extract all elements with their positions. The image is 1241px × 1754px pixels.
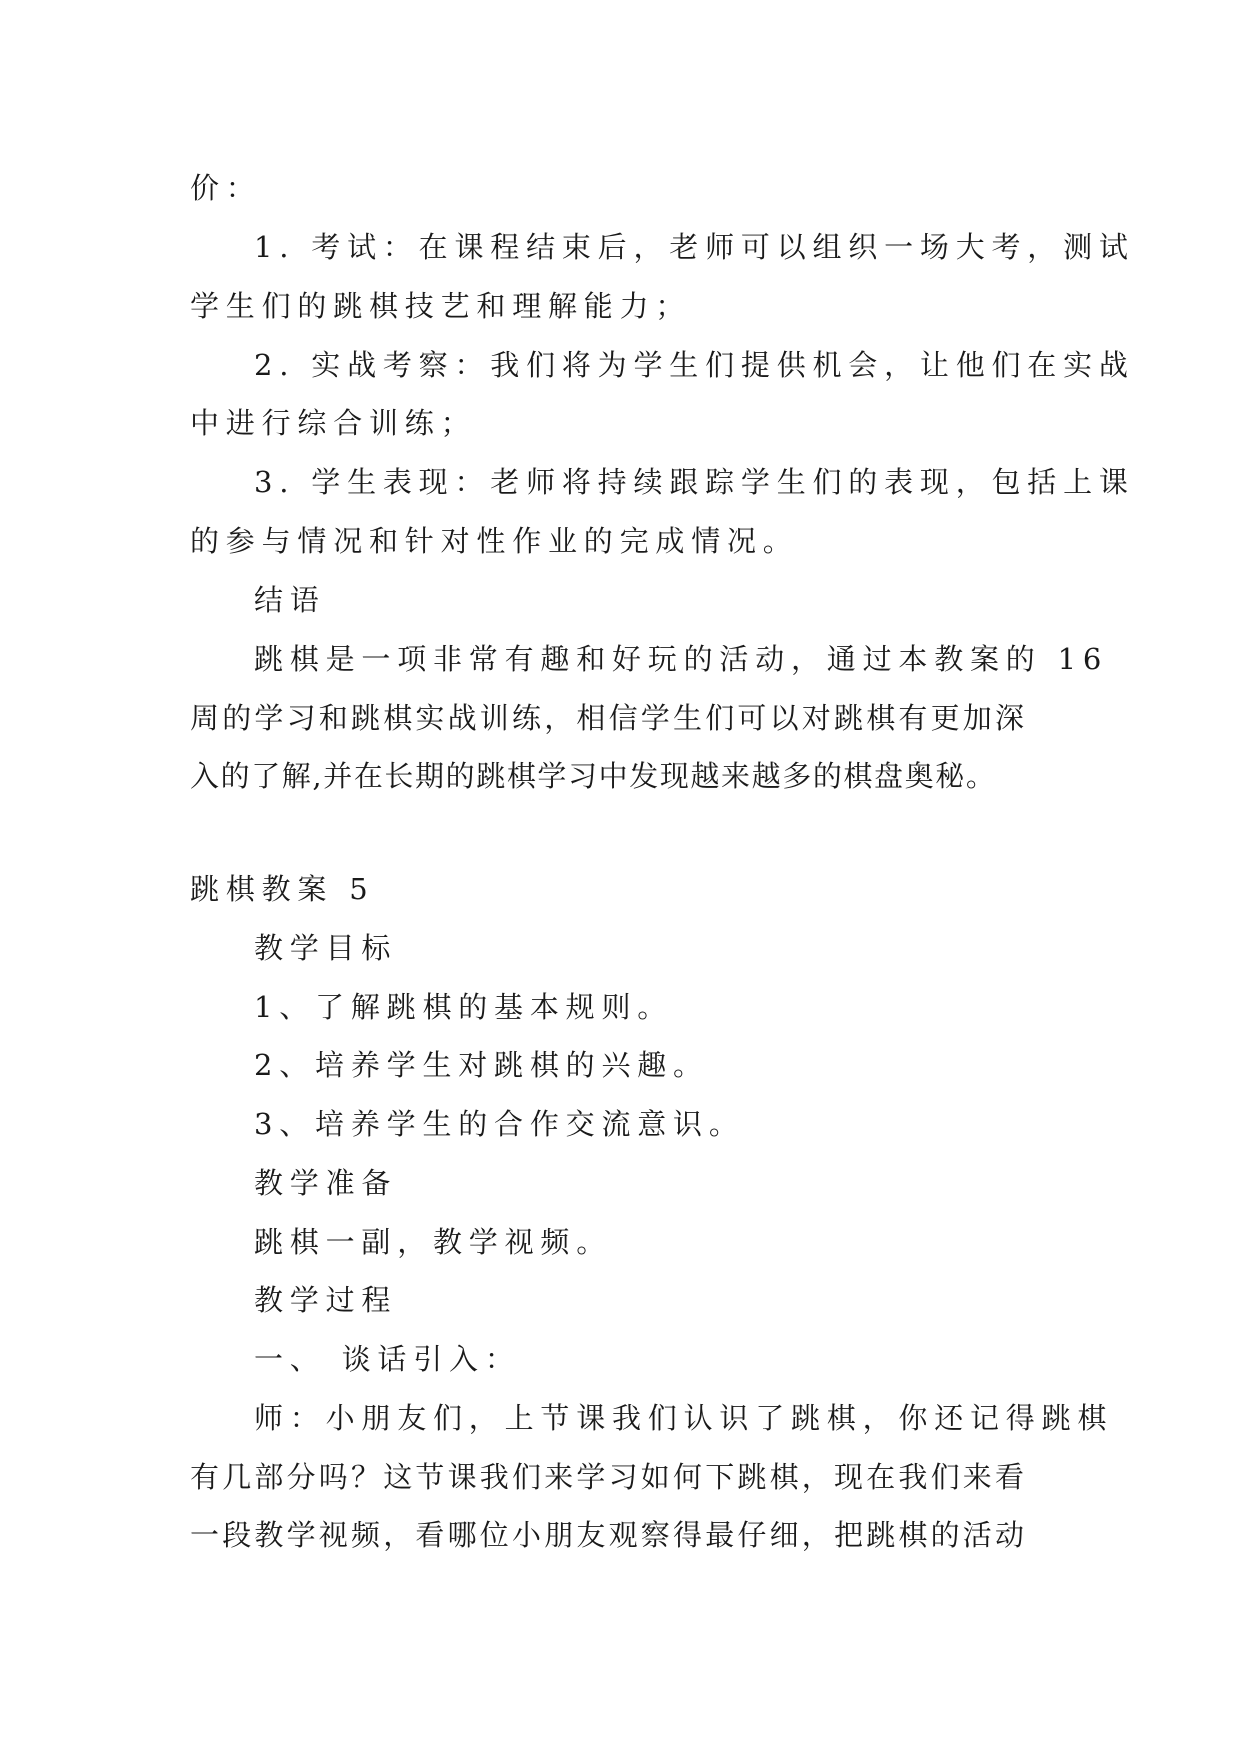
text-line: 跳棋是一项非常有趣和好玩的活动，通过本教案的 16 (254, 642, 1109, 676)
text-line: 师：小朋友们，上节课我们认识了跳棋，你还记得跳棋 (254, 1401, 1114, 1435)
text-line: 价： (190, 171, 262, 205)
text-line: 有几部分吗？这节课我们来学习如何下跳棋，现在我们来看 (190, 1460, 1028, 1494)
section-heading: 教学过程 (254, 1283, 398, 1317)
text-line: 1. 考试：在课程结束后，老师可以组织一场大考，测试 (254, 230, 1135, 264)
list-item: 3、培养学生的合作交流意识。 (254, 1107, 745, 1141)
text-line: 的参与情况和针对性作业的完成情况。 (190, 524, 799, 558)
text-line: 3. 学生表现：老师将持续跟踪学生们的表现，包括上课 (254, 465, 1135, 499)
text-line: 一、 谈话引入： (254, 1342, 521, 1376)
text-line: 跳棋一副，教学视频。 (254, 1225, 613, 1259)
text-line: 2. 实战考察：我们将为学生们提供机会，让他们在实战 (254, 348, 1135, 382)
text-line: 中进行综合训练； (190, 406, 477, 440)
text-line: 周的学习和跳棋实战训练，相信学生们可以对跳棋有更加深 (190, 701, 1028, 735)
list-item: 1、了解跳棋的基本规则。 (254, 990, 674, 1024)
text-line: 一段教学视频，看哪位小朋友观察得最仔细，把跳棋的活动 (190, 1518, 1028, 1552)
document-title: 跳棋教案 5 (190, 872, 375, 906)
section-heading: 教学准备 (254, 1166, 398, 1200)
section-heading: 结语 (254, 583, 326, 617)
list-item: 2、培养学生对跳棋的兴趣。 (254, 1048, 709, 1082)
text-line: 入的了解,并在长期的跳棋学习中发现越来越多的棋盘奥秘。 (190, 759, 997, 793)
text-line: 学生们的跳棋技艺和理解能力； (190, 289, 692, 323)
section-heading: 教学目标 (254, 931, 398, 965)
